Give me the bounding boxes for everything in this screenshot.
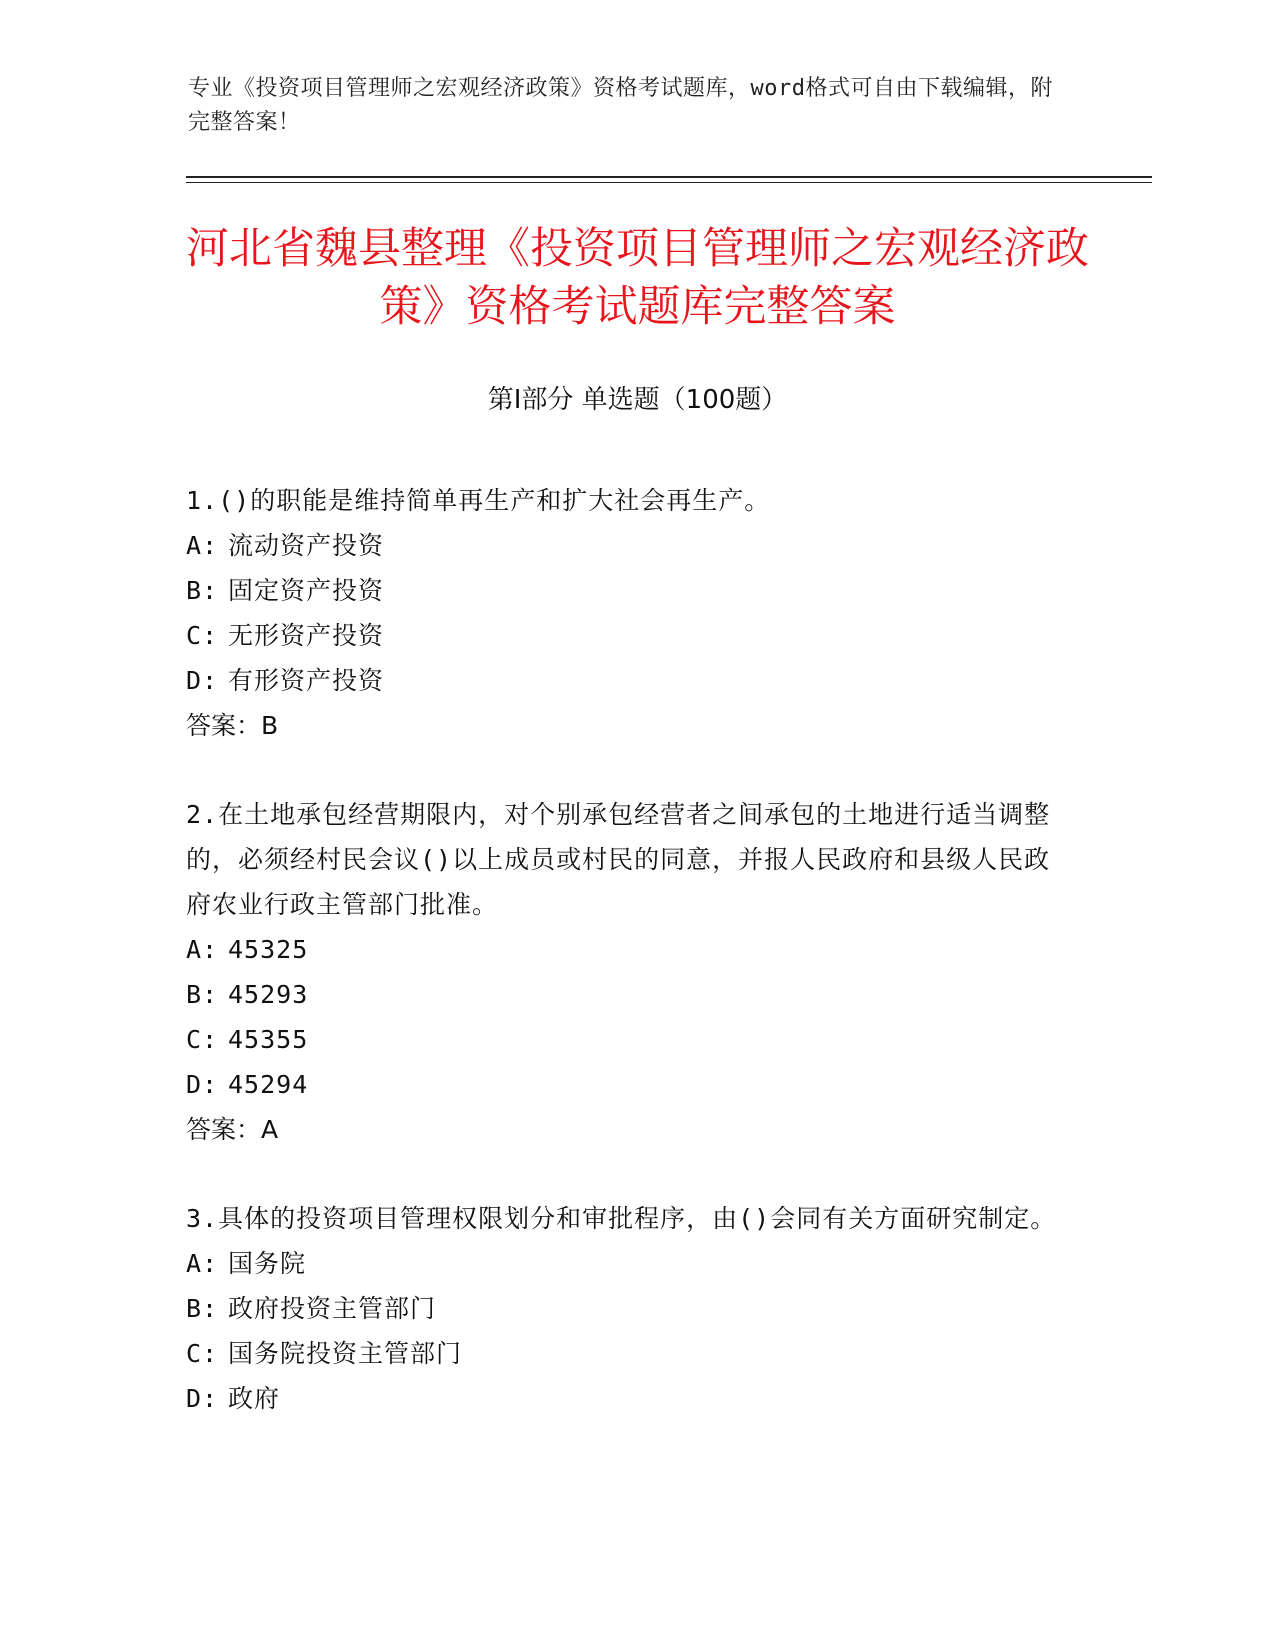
- option-text: 45355: [228, 1025, 309, 1054]
- question-text: 1.()的职能是维持简单再生产和扩大社会再生产。: [186, 486, 771, 515]
- question-1: [186, 478, 1066, 749]
- option-text: 国务院投资主管部门: [228, 1339, 463, 1368]
- question-list: [186, 478, 1066, 1464]
- question-text: 3.具体的投资项目管理权限划分和审批程序，由()会同有关方面研究制定。: [186, 1204, 1057, 1233]
- option-b: [186, 1286, 1066, 1331]
- header-note: 专业《投资项目管理师之宏观经济政策》资格考试题库，word格式可自由下载编辑，附完整答案！: [188, 76, 1053, 135]
- option-a: [186, 1241, 1066, 1286]
- section-title: 第Ⅰ部分 单选题（100题）: [487, 385, 788, 415]
- question-2: [186, 792, 1066, 1153]
- option-text: 45293: [228, 980, 309, 1009]
- option-b: [186, 568, 1066, 613]
- option-c: [186, 1331, 1066, 1376]
- option-text: 45294: [228, 1070, 309, 1099]
- answer: 答案：B: [186, 711, 279, 740]
- option-text: 固定资产投资: [228, 576, 385, 605]
- option-label: D:: [186, 666, 219, 695]
- option-label: C:: [186, 1025, 219, 1054]
- header-divider-thin: [186, 182, 1152, 183]
- option-d: [186, 1062, 1066, 1107]
- option-text: 政府: [228, 1384, 281, 1413]
- option-b: [186, 972, 1066, 1017]
- answer: 答案：A: [186, 1115, 279, 1144]
- header-divider-thick: [186, 176, 1152, 178]
- option-label: C:: [186, 1339, 219, 1368]
- option-text: 政府投资主管部门: [228, 1294, 437, 1323]
- document-title: 河北省魏县整理《投资项目管理师之宏观经济政策》资格考试题库完整答案: [186, 224, 1089, 332]
- option-label: A:: [186, 1249, 219, 1278]
- option-label: A:: [186, 531, 219, 560]
- option-a: [186, 927, 1066, 972]
- option-text: 流动资产投资: [228, 531, 385, 560]
- option-d: [186, 1376, 1066, 1421]
- option-text: 国务院: [228, 1249, 307, 1278]
- option-text: 45325: [228, 935, 309, 964]
- option-label: D:: [186, 1384, 219, 1413]
- option-d: [186, 658, 1066, 703]
- option-label: D:: [186, 1070, 219, 1099]
- option-label: A:: [186, 935, 219, 964]
- option-c: [186, 613, 1066, 658]
- option-label: B:: [186, 576, 219, 605]
- option-label: B:: [186, 1294, 219, 1323]
- option-c: [186, 1017, 1066, 1062]
- question-text: 2.在土地承包经营期限内，对个别承包经营者之间承包的土地进行适当调整的，必须经村民会议()以上成员或村民的同意，并报人民政府和县级人民政府农业行政主管部门批准。: [186, 800, 1051, 919]
- option-label: C:: [186, 621, 219, 650]
- option-label: B:: [186, 980, 219, 1009]
- option-text: 无形资产投资: [228, 621, 385, 650]
- option-a: [186, 523, 1066, 568]
- question-3: [186, 1196, 1066, 1421]
- option-text: 有形资产投资: [228, 666, 385, 695]
